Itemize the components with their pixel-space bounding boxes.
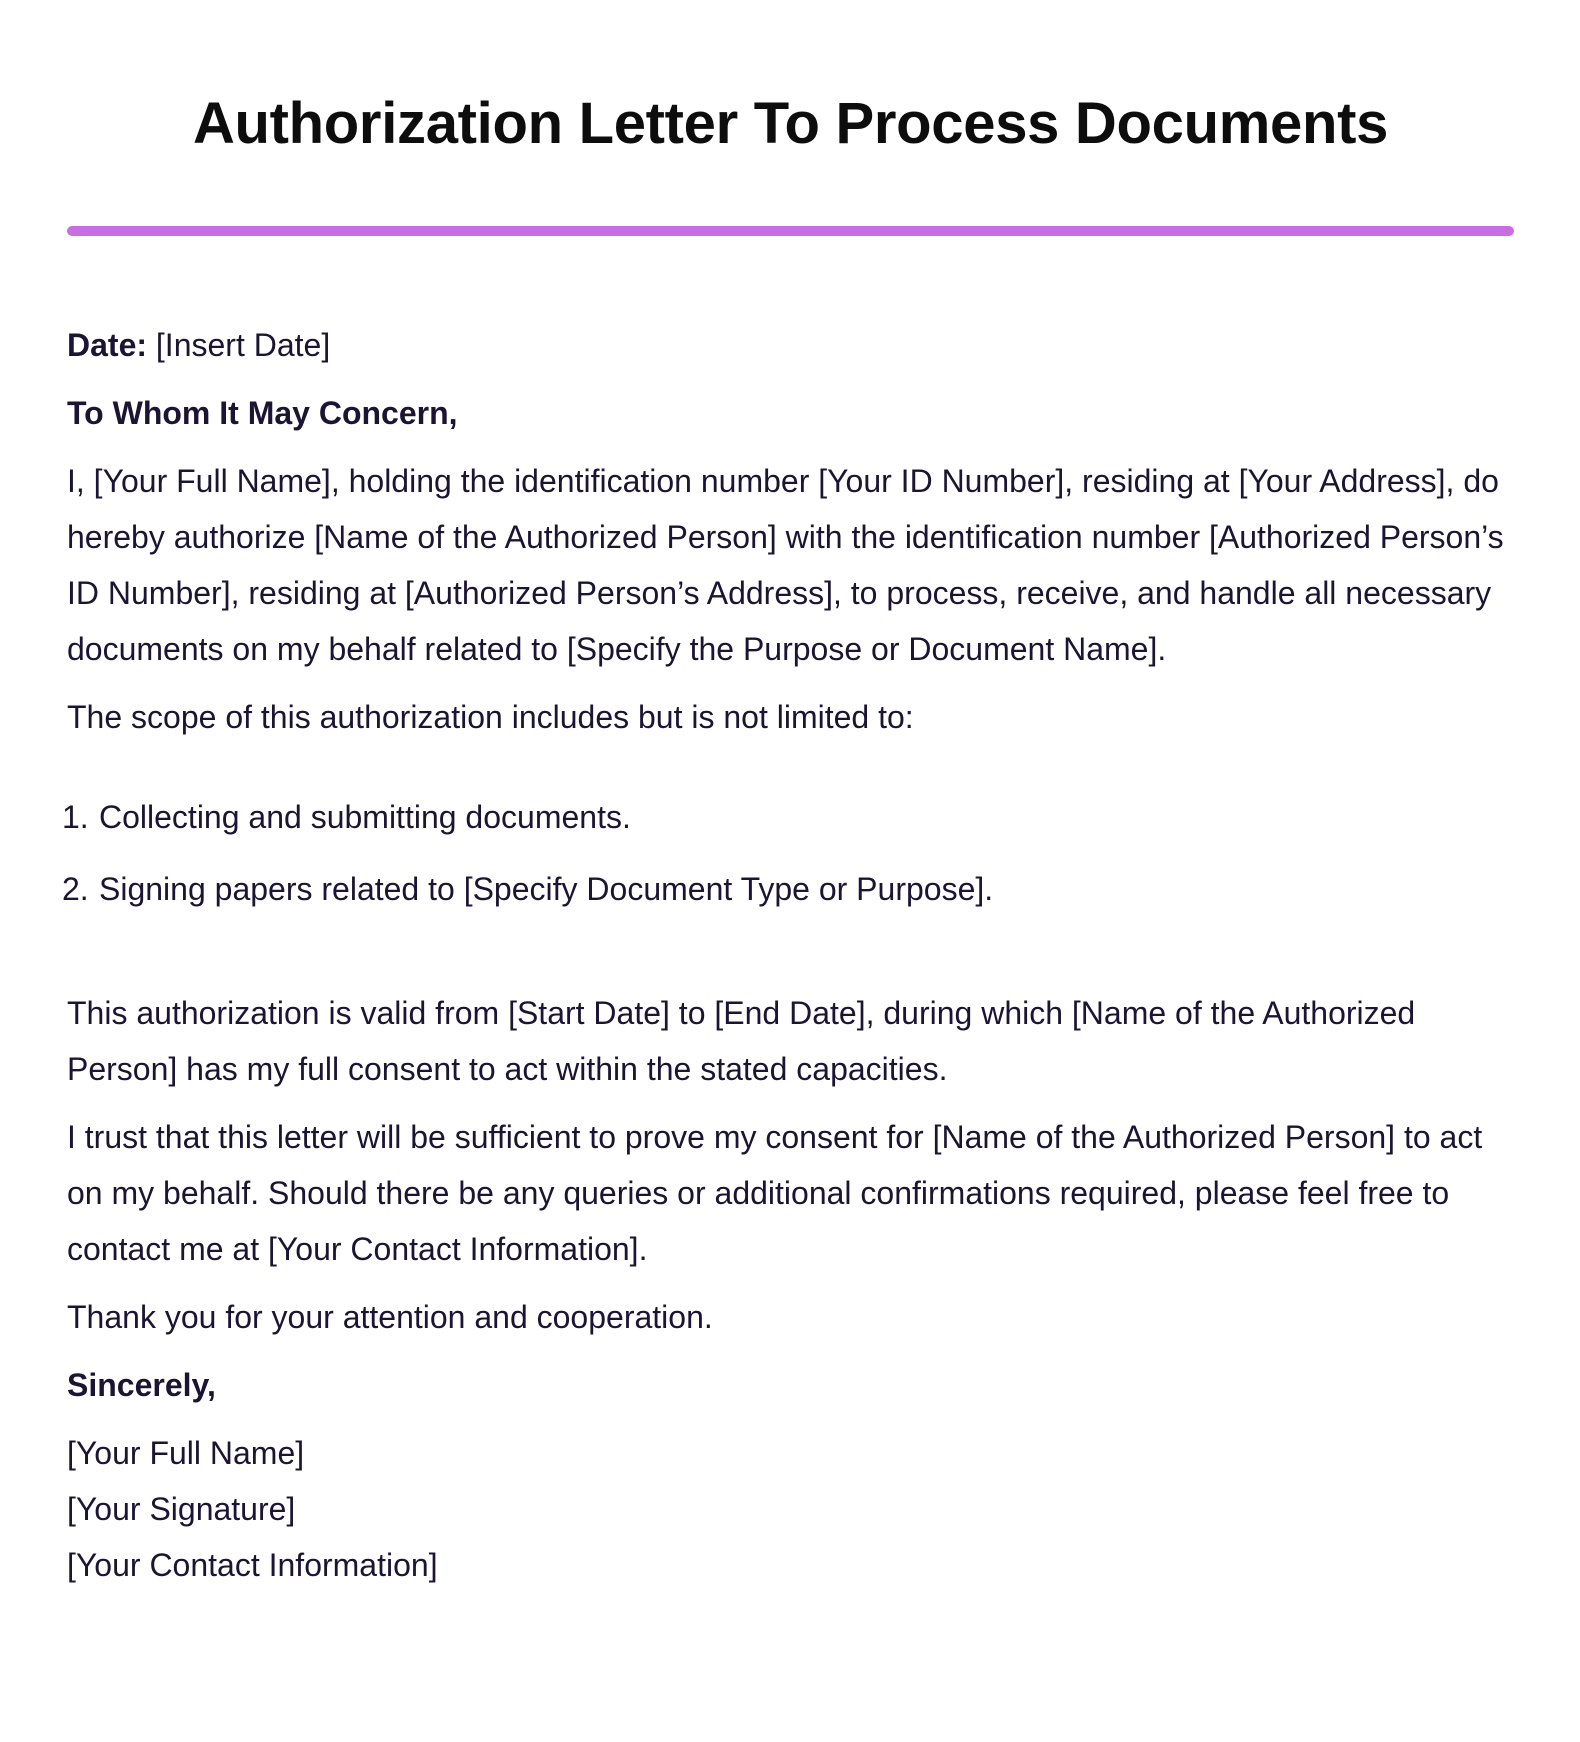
date-label: Date: bbox=[67, 327, 148, 363]
letter-page bbox=[62, 0, 1514, 1593]
date-value: [Insert Date] bbox=[147, 327, 331, 363]
scope-list bbox=[62, 789, 1514, 917]
closing: Sincerely, bbox=[67, 1367, 216, 1403]
authorization-paragraph: I, [Your Full Name], holding the identification number [Your ID Number], residing at [Your Address], do hereby authorize [Name of the Authorized Person] with the identification number [Authorized Person’s ID Number], residing at [Authorized Person’s Address], to process, receive, and handle all necessary documents on my behalf related to [Specify the Purpose or Document Name]. bbox=[67, 463, 1504, 667]
list-item-text: Signing papers related to [Specify Document Type or Purpose]. bbox=[99, 871, 994, 907]
scope-intro: The scope of this authorization includes but is not limited to: bbox=[67, 699, 914, 735]
list-item-number: 2. bbox=[62, 871, 89, 907]
list-item bbox=[62, 789, 1514, 845]
salutation: To Whom It May Concern, bbox=[67, 395, 458, 431]
thanks-line: Thank you for your attention and cooperation. bbox=[67, 1299, 713, 1335]
validity-paragraph: This authorization is valid from [Start Date] to [End Date], during which [Name of the Authorized Person] has my full consent to act within the stated capacities. bbox=[67, 995, 1416, 1087]
letter-body bbox=[62, 317, 1514, 1593]
list-item bbox=[62, 861, 1514, 917]
list-item-number: 1. bbox=[62, 799, 89, 835]
signature-name: [Your Full Name] bbox=[67, 1435, 305, 1471]
trust-paragraph: I trust that this letter will be sufficient to prove my consent for [Name of the Authorized Person] to act on my behalf. Should there be any queries or additional confirmations required, please feel free to contact me at [Your Contact Information]. bbox=[67, 1119, 1483, 1267]
page-title: Authorization Letter To Process Documents bbox=[192, 91, 1389, 156]
list-item-text: Collecting and submitting documents. bbox=[99, 799, 631, 835]
signature-line: [Your Signature] bbox=[67, 1491, 296, 1527]
signature-contact: [Your Contact Information] bbox=[67, 1547, 438, 1583]
title-divider bbox=[67, 226, 1514, 236]
date-line bbox=[67, 317, 1514, 373]
signature-block bbox=[67, 1425, 1514, 1593]
